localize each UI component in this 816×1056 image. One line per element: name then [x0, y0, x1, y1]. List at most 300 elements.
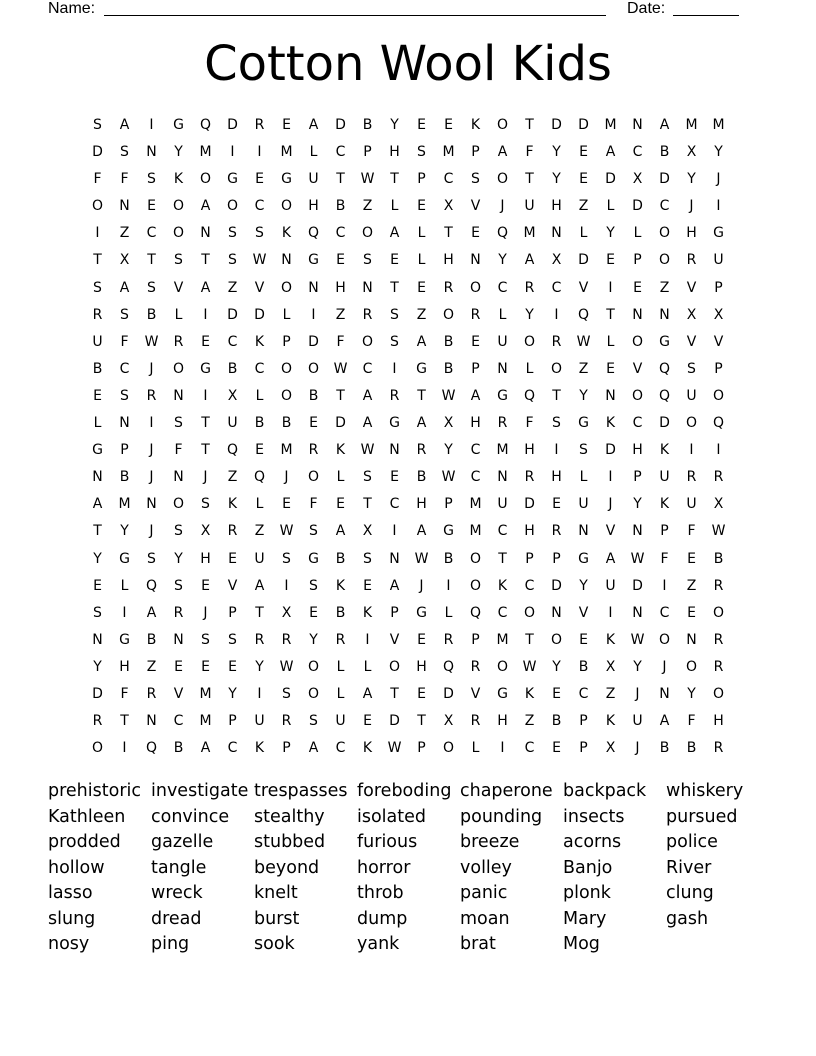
grid-letter[interactable]: H	[416, 658, 427, 675]
grid-letter[interactable]: K	[227, 496, 238, 513]
grid-letter[interactable]: B	[173, 740, 184, 757]
grid-letter[interactable]: P	[471, 631, 480, 648]
grid-letter[interactable]: P	[363, 144, 372, 161]
grid-letter[interactable]: N	[551, 225, 562, 242]
grid-letter[interactable]: J	[608, 496, 613, 513]
grid-letter[interactable]: X	[281, 604, 292, 621]
grid-letter[interactable]: S	[228, 252, 237, 269]
grid-letter[interactable]: N	[632, 523, 643, 540]
grid-letter[interactable]: W	[441, 469, 456, 486]
grid-letter[interactable]: T	[201, 415, 210, 432]
grid-letter[interactable]: L	[498, 306, 507, 323]
grid-letter[interactable]: A	[659, 713, 670, 730]
name-blank-line[interactable]	[104, 15, 606, 16]
grid-letter[interactable]: W	[279, 523, 294, 540]
grid-letter[interactable]: D	[659, 415, 670, 432]
grid-letter[interactable]: X	[686, 144, 697, 161]
grid-letter[interactable]: O	[631, 333, 644, 350]
grid-letter[interactable]: G	[200, 360, 211, 377]
grid-letter[interactable]: I	[284, 577, 289, 594]
grid-letter[interactable]: Y	[93, 658, 102, 675]
grid-letter[interactable]: F	[687, 713, 696, 730]
grid-letter[interactable]: K	[335, 442, 346, 459]
grid-letter[interactable]: T	[93, 252, 102, 269]
grid-letter[interactable]: E	[201, 577, 210, 594]
grid-letter[interactable]: A	[605, 550, 616, 567]
grid-letter[interactable]: T	[417, 713, 426, 730]
grid-letter[interactable]: F	[120, 685, 129, 702]
grid-letter[interactable]: V	[227, 577, 238, 594]
grid-letter[interactable]: M	[469, 496, 482, 513]
grid-letter[interactable]: O	[712, 387, 725, 404]
grid-letter[interactable]: O	[280, 360, 293, 377]
grid-letter[interactable]: K	[362, 740, 373, 757]
grid-letter[interactable]: Z	[227, 279, 238, 296]
grid-letter[interactable]: I	[149, 117, 154, 133]
grid-letter[interactable]: K	[605, 631, 616, 648]
grid-letter[interactable]: P	[579, 713, 588, 730]
grid-letter[interactable]: E	[687, 604, 696, 621]
grid-letter[interactable]: N	[146, 496, 157, 513]
grid-letter[interactable]: M	[496, 631, 509, 648]
grid-letter[interactable]: D	[92, 144, 103, 161]
grid-letter[interactable]: S	[390, 333, 399, 350]
grid-letter[interactable]: W	[630, 631, 645, 648]
grid-letter[interactable]: G	[578, 550, 589, 567]
grid-letter[interactable]: T	[336, 171, 345, 188]
grid-letter[interactable]: P	[282, 333, 291, 350]
grid-letter[interactable]: X	[200, 523, 211, 540]
grid-letter[interactable]: Y	[498, 252, 507, 269]
grid-letter[interactable]: O	[442, 306, 455, 323]
grid-letter[interactable]: Y	[552, 658, 561, 675]
grid-letter[interactable]: A	[389, 225, 400, 242]
grid-letter[interactable]: D	[632, 577, 643, 594]
grid-letter[interactable]: I	[608, 279, 613, 296]
grid-letter[interactable]: D	[551, 117, 562, 133]
grid-letter[interactable]: R	[470, 306, 481, 323]
grid-letter[interactable]: R	[713, 469, 724, 486]
grid-letter[interactable]: V	[686, 333, 697, 350]
grid-letter[interactable]: K	[524, 685, 535, 702]
grid-letter[interactable]: H	[713, 713, 724, 730]
grid-letter[interactable]: E	[201, 333, 210, 350]
grid-letter[interactable]: N	[146, 713, 157, 730]
grid-letter[interactable]: A	[524, 252, 535, 269]
grid-letter[interactable]: Q	[469, 604, 482, 621]
grid-letter[interactable]: R	[443, 631, 454, 648]
grid-letter[interactable]: P	[660, 523, 669, 540]
grid-letter[interactable]: W	[252, 252, 267, 269]
grid-letter[interactable]: G	[416, 604, 427, 621]
grid-letter[interactable]: H	[497, 713, 508, 730]
grid-letter[interactable]: A	[308, 117, 319, 133]
grid-letter[interactable]: B	[92, 360, 103, 377]
grid-letter[interactable]: L	[525, 360, 534, 377]
grid-letter[interactable]: C	[578, 685, 589, 702]
grid-letter[interactable]: Q	[145, 740, 158, 757]
grid-letter[interactable]: O	[550, 360, 563, 377]
grid-letter[interactable]: K	[497, 577, 508, 594]
grid-letter[interactable]: H	[632, 442, 643, 459]
grid-letter[interactable]: Y	[255, 658, 264, 675]
grid-letter[interactable]: A	[119, 117, 130, 133]
grid-letter[interactable]: N	[92, 469, 103, 486]
grid-letter[interactable]: J	[149, 442, 154, 459]
grid-letter[interactable]: O	[658, 252, 671, 269]
grid-letter[interactable]: Z	[416, 306, 427, 323]
grid-letter[interactable]: O	[712, 685, 725, 702]
grid-letter[interactable]: Z	[686, 577, 697, 594]
grid-letter[interactable]: K	[254, 740, 265, 757]
grid-letter[interactable]: O	[307, 360, 320, 377]
grid-letter[interactable]: S	[255, 225, 264, 242]
grid-letter[interactable]: K	[362, 604, 373, 621]
grid-letter[interactable]: D	[254, 306, 265, 323]
grid-letter[interactable]: M	[199, 144, 212, 161]
grid-letter[interactable]: N	[632, 604, 643, 621]
grid-letter[interactable]: R	[173, 604, 184, 621]
grid-letter[interactable]: J	[689, 198, 694, 215]
grid-letter[interactable]: N	[308, 279, 319, 296]
grid-letter[interactable]: D	[659, 171, 670, 188]
grid-letter[interactable]: D	[524, 496, 535, 513]
grid-letter[interactable]: V	[605, 523, 616, 540]
grid-letter[interactable]: T	[363, 496, 372, 513]
grid-letter[interactable]: I	[203, 387, 208, 404]
grid-letter[interactable]: Q	[658, 387, 671, 404]
grid-letter[interactable]: L	[606, 198, 615, 215]
grid-letter[interactable]: S	[147, 550, 156, 567]
grid-letter[interactable]: T	[147, 252, 156, 269]
grid-letter[interactable]: I	[662, 577, 667, 594]
grid-letter[interactable]: N	[119, 198, 130, 215]
grid-letter[interactable]: G	[443, 523, 454, 540]
grid-letter[interactable]: I	[203, 306, 208, 323]
grid-letter[interactable]: R	[281, 631, 292, 648]
grid-letter[interactable]: B	[659, 740, 670, 757]
grid-letter[interactable]: C	[659, 198, 670, 215]
grid-letter[interactable]: A	[200, 740, 211, 757]
grid-letter[interactable]: E	[255, 442, 264, 459]
grid-letter[interactable]: J	[662, 658, 667, 675]
grid-letter[interactable]: M	[496, 442, 509, 459]
grid-letter[interactable]: U	[254, 550, 265, 567]
grid-letter[interactable]: W	[144, 333, 159, 350]
grid-letter[interactable]: K	[659, 442, 670, 459]
grid-letter[interactable]: O	[91, 740, 104, 757]
grid-letter[interactable]: O	[496, 171, 509, 188]
grid-letter[interactable]: X	[605, 658, 616, 675]
grid-letter[interactable]: I	[689, 442, 694, 459]
grid-letter[interactable]: R	[551, 523, 562, 540]
grid-letter[interactable]: U	[686, 496, 697, 513]
grid-letter[interactable]: A	[362, 415, 373, 432]
grid-letter[interactable]: P	[525, 550, 534, 567]
grid-letter[interactable]: I	[311, 306, 316, 323]
grid-letter[interactable]: C	[254, 360, 265, 377]
grid-letter[interactable]: E	[255, 171, 264, 188]
grid-letter[interactable]: U	[659, 469, 670, 486]
grid-letter[interactable]: V	[686, 279, 697, 296]
grid-letter[interactable]: O	[91, 198, 104, 215]
grid-letter[interactable]: R	[146, 685, 157, 702]
grid-letter[interactable]: I	[554, 306, 559, 323]
grid-letter[interactable]: T	[498, 550, 507, 567]
grid-letter[interactable]: W	[360, 442, 375, 459]
grid-letter[interactable]: W	[333, 360, 348, 377]
grid-letter[interactable]: U	[92, 333, 103, 350]
grid-letter[interactable]: E	[363, 713, 372, 730]
grid-letter[interactable]: L	[606, 333, 615, 350]
grid-letter[interactable]: M	[199, 685, 212, 702]
grid-letter[interactable]: E	[336, 496, 345, 513]
grid-letter[interactable]: D	[632, 198, 643, 215]
grid-letter[interactable]: A	[362, 387, 373, 404]
grid-letter[interactable]: U	[632, 713, 643, 730]
grid-letter[interactable]: L	[255, 387, 264, 404]
grid-letter[interactable]: B	[551, 713, 562, 730]
grid-letter[interactable]: G	[92, 442, 103, 459]
grid-letter[interactable]: C	[254, 198, 265, 215]
grid-letter[interactable]: D	[605, 171, 616, 188]
grid-letter[interactable]: A	[254, 577, 265, 594]
grid-letter[interactable]: O	[199, 171, 212, 188]
grid-letter[interactable]: R	[443, 279, 454, 296]
grid-letter[interactable]: R	[254, 631, 265, 648]
grid-letter[interactable]: I	[122, 740, 127, 757]
grid-letter[interactable]: C	[524, 740, 535, 757]
grid-letter[interactable]: W	[387, 740, 402, 757]
grid-letter[interactable]: B	[119, 469, 130, 486]
grid-letter[interactable]: H	[524, 442, 535, 459]
grid-letter[interactable]: O	[361, 333, 374, 350]
grid-letter[interactable]: G	[227, 171, 238, 188]
grid-letter[interactable]: S	[201, 496, 210, 513]
grid-letter[interactable]: E	[309, 415, 318, 432]
grid-letter[interactable]: U	[227, 415, 238, 432]
grid-letter[interactable]: T	[390, 685, 399, 702]
grid-letter[interactable]: H	[389, 144, 400, 161]
grid-letter[interactable]: Y	[714, 144, 723, 161]
grid-letter[interactable]: I	[554, 442, 559, 459]
grid-letter[interactable]: O	[469, 550, 482, 567]
grid-letter[interactable]: R	[686, 469, 697, 486]
grid-letter[interactable]: T	[201, 442, 210, 459]
grid-letter[interactable]: D	[308, 333, 319, 350]
grid-letter[interactable]: C	[659, 604, 670, 621]
grid-letter[interactable]: R	[686, 252, 697, 269]
grid-letter[interactable]: X	[551, 252, 562, 269]
grid-letter[interactable]: I	[122, 604, 127, 621]
grid-letter[interactable]: E	[417, 685, 426, 702]
grid-letter[interactable]: L	[579, 225, 588, 242]
grid-letter[interactable]: Q	[199, 117, 212, 133]
grid-letter[interactable]: R	[524, 279, 535, 296]
grid-letter[interactable]: E	[687, 550, 696, 567]
grid-letter[interactable]: B	[227, 360, 238, 377]
grid-letter[interactable]: U	[524, 198, 535, 215]
grid-letter[interactable]: D	[335, 117, 346, 133]
grid-letter[interactable]: N	[389, 442, 400, 459]
grid-letter[interactable]: M	[280, 144, 293, 161]
grid-letter[interactable]: V	[389, 631, 400, 648]
grid-letter[interactable]: X	[632, 171, 643, 188]
grid-letter[interactable]: H	[308, 198, 319, 215]
grid-letter[interactable]: S	[174, 577, 183, 594]
grid-letter[interactable]: S	[147, 279, 156, 296]
grid-letter[interactable]: B	[713, 550, 724, 567]
grid-letter[interactable]: O	[550, 631, 563, 648]
grid-letter[interactable]: E	[174, 658, 183, 675]
grid-letter[interactable]: Y	[633, 658, 642, 675]
grid-letter[interactable]: T	[336, 387, 345, 404]
grid-letter[interactable]: R	[416, 442, 427, 459]
grid-letter[interactable]: A	[119, 279, 130, 296]
grid-letter[interactable]: W	[360, 171, 375, 188]
grid-letter[interactable]: B	[335, 604, 346, 621]
grid-letter[interactable]: H	[200, 550, 211, 567]
grid-letter[interactable]: Q	[577, 306, 590, 323]
grid-letter[interactable]: M	[469, 523, 482, 540]
grid-letter[interactable]: Z	[578, 198, 589, 215]
grid-letter[interactable]: R	[281, 713, 292, 730]
grid-letter[interactable]: C	[146, 225, 157, 242]
grid-letter[interactable]: P	[228, 713, 237, 730]
grid-letter[interactable]: O	[172, 198, 185, 215]
grid-letter[interactable]: S	[120, 306, 129, 323]
grid-letter[interactable]: V	[470, 198, 481, 215]
grid-letter[interactable]: V	[173, 279, 184, 296]
grid-letter[interactable]: F	[309, 496, 318, 513]
grid-letter[interactable]: S	[228, 225, 237, 242]
grid-letter[interactable]: S	[309, 523, 318, 540]
grid-letter[interactable]: F	[525, 415, 534, 432]
grid-letter[interactable]: B	[362, 117, 373, 133]
grid-letter[interactable]: Z	[362, 198, 373, 215]
grid-letter[interactable]: B	[443, 550, 454, 567]
grid-letter[interactable]: L	[93, 415, 102, 432]
grid-letter[interactable]: X	[227, 387, 238, 404]
grid-letter[interactable]: I	[230, 144, 235, 161]
grid-letter[interactable]: A	[308, 740, 319, 757]
grid-letter[interactable]: F	[120, 333, 129, 350]
grid-letter[interactable]: E	[282, 496, 291, 513]
grid-letter[interactable]: C	[335, 144, 346, 161]
grid-letter[interactable]: A	[659, 117, 670, 133]
grid-letter[interactable]: C	[119, 360, 130, 377]
grid-letter[interactable]: Y	[174, 550, 183, 567]
grid-letter[interactable]: V	[254, 279, 265, 296]
grid-letter[interactable]: D	[389, 713, 400, 730]
grid-letter[interactable]: Z	[605, 685, 616, 702]
grid-letter[interactable]: G	[389, 415, 400, 432]
date-blank-line[interactable]	[673, 15, 739, 16]
grid-letter[interactable]: F	[93, 171, 102, 188]
grid-letter[interactable]: M	[604, 117, 617, 133]
grid-letter[interactable]: Y	[552, 144, 561, 161]
grid-letter[interactable]: U	[578, 496, 589, 513]
grid-letter[interactable]: B	[146, 306, 157, 323]
grid-letter[interactable]: S	[93, 279, 102, 296]
grid-letter[interactable]: B	[254, 415, 265, 432]
grid-letter[interactable]: C	[470, 442, 481, 459]
grid-letter[interactable]: L	[471, 740, 480, 757]
grid-letter[interactable]: F	[525, 144, 534, 161]
grid-letter[interactable]: S	[201, 631, 210, 648]
grid-letter[interactable]: O	[172, 496, 185, 513]
grid-letter[interactable]: H	[551, 198, 562, 215]
grid-letter[interactable]: X	[686, 306, 697, 323]
grid-letter[interactable]: H	[470, 415, 481, 432]
grid-letter[interactable]: O	[523, 604, 536, 621]
grid-letter[interactable]: Q	[226, 442, 239, 459]
grid-letter[interactable]: S	[174, 415, 183, 432]
grid-letter[interactable]: O	[685, 415, 698, 432]
grid-letter[interactable]: R	[227, 523, 238, 540]
grid-letter[interactable]: E	[309, 604, 318, 621]
grid-letter[interactable]: K	[335, 577, 346, 594]
grid-letter[interactable]: R	[524, 469, 535, 486]
grid-letter[interactable]: O	[496, 117, 509, 133]
grid-letter[interactable]: K	[605, 415, 616, 432]
grid-letter[interactable]: E	[417, 117, 426, 133]
grid-letter[interactable]: P	[552, 550, 561, 567]
grid-letter[interactable]: L	[363, 658, 372, 675]
grid-letter[interactable]: Y	[174, 144, 183, 161]
grid-letter[interactable]: J	[635, 685, 640, 702]
grid-letter[interactable]: C	[497, 279, 508, 296]
grid-letter[interactable]: W	[441, 387, 456, 404]
grid-letter[interactable]: P	[444, 496, 453, 513]
grid-letter[interactable]: J	[500, 198, 505, 215]
grid-letter[interactable]: M	[685, 117, 698, 133]
grid-letter[interactable]: E	[552, 685, 561, 702]
grid-letter[interactable]: N	[389, 550, 400, 567]
grid-letter[interactable]: F	[336, 333, 345, 350]
grid-letter[interactable]: O	[307, 469, 320, 486]
grid-letter[interactable]: S	[579, 442, 588, 459]
grid-letter[interactable]: T	[390, 171, 399, 188]
grid-letter[interactable]: A	[362, 685, 373, 702]
grid-letter[interactable]: R	[713, 631, 724, 648]
grid-letter[interactable]: J	[284, 469, 289, 486]
grid-letter[interactable]: G	[713, 225, 724, 242]
grid-letter[interactable]: K	[254, 333, 265, 350]
grid-letter[interactable]: T	[201, 252, 210, 269]
grid-letter[interactable]: B	[578, 658, 589, 675]
grid-letter[interactable]: E	[552, 496, 561, 513]
grid-letter[interactable]: S	[471, 171, 480, 188]
grid-letter[interactable]: O	[172, 360, 185, 377]
grid-letter[interactable]: D	[92, 685, 103, 702]
grid-letter[interactable]: P	[714, 279, 723, 296]
grid-letter[interactable]: A	[200, 279, 211, 296]
grid-letter[interactable]: I	[257, 144, 262, 161]
grid-letter[interactable]: N	[173, 469, 184, 486]
grid-letter[interactable]: P	[120, 442, 129, 459]
grid-letter[interactable]: I	[716, 442, 721, 459]
grid-letter[interactable]: U	[497, 496, 508, 513]
grid-letter[interactable]: D	[443, 685, 454, 702]
grid-letter[interactable]: X	[443, 713, 454, 730]
grid-letter[interactable]: C	[227, 740, 238, 757]
grid-letter[interactable]: M	[118, 496, 131, 513]
grid-letter[interactable]: O	[658, 631, 671, 648]
grid-letter[interactable]: E	[282, 117, 291, 133]
grid-letter[interactable]: E	[633, 279, 642, 296]
grid-letter[interactable]: D	[227, 117, 238, 133]
